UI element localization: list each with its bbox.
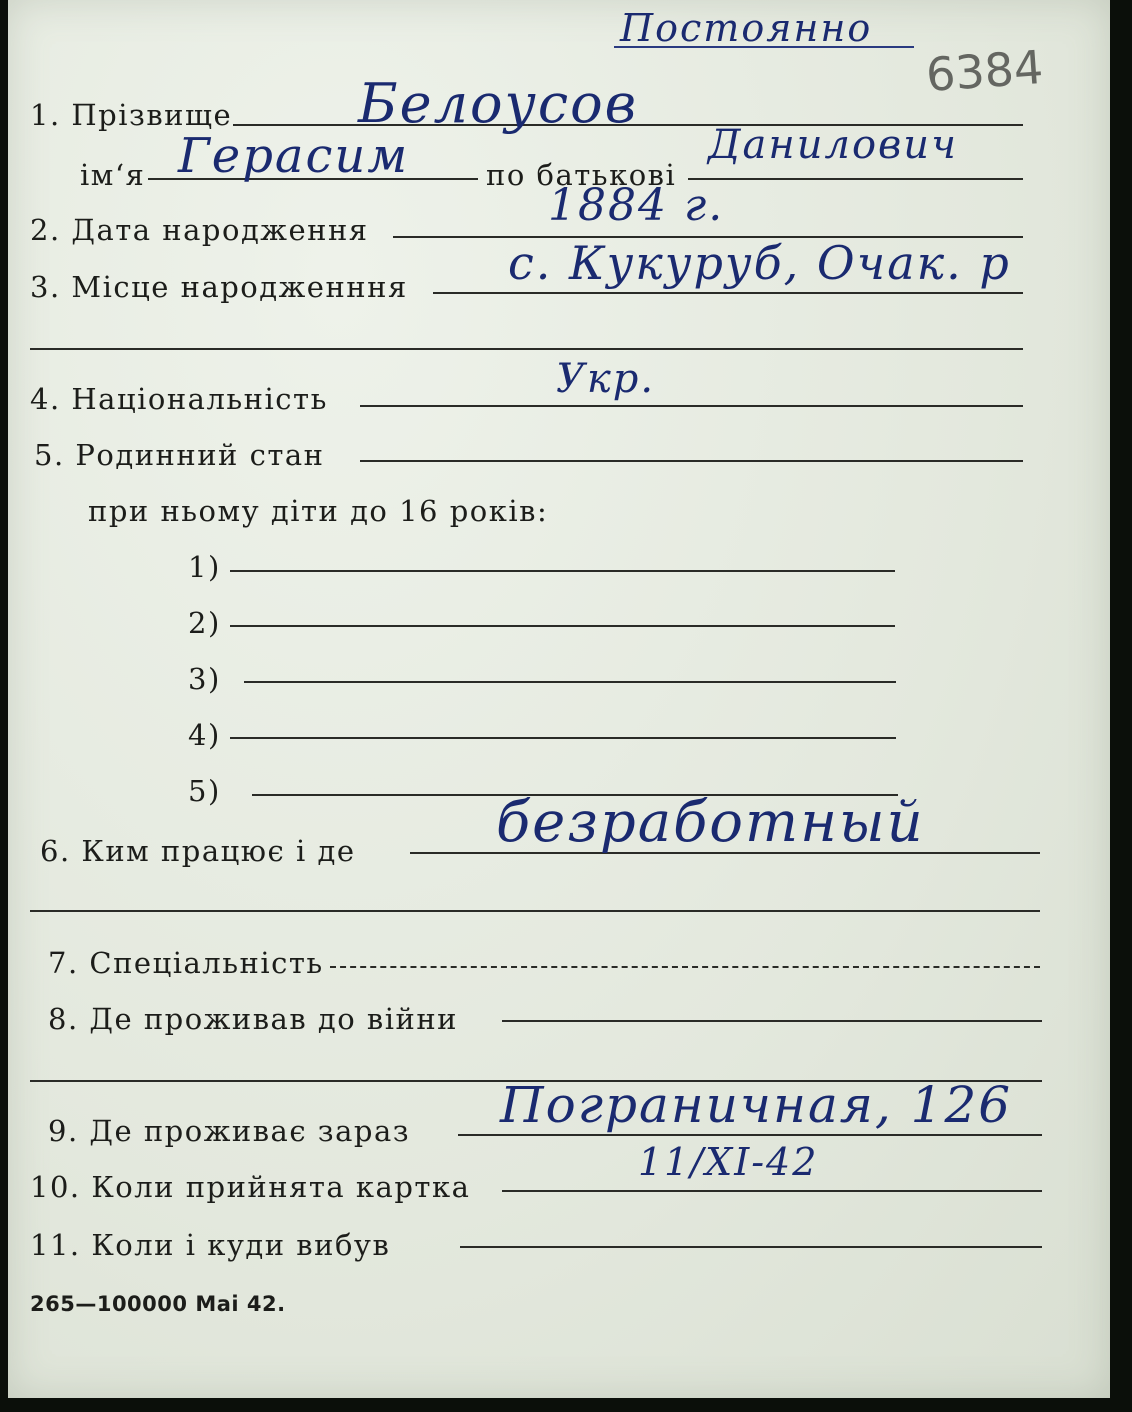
patronymic-value: Данилович [708, 122, 958, 168]
nationality-line [360, 405, 1023, 407]
card-date-line [502, 1190, 1042, 1192]
child-4-line [230, 737, 896, 739]
specialty-label: 7. Спеціальність [48, 946, 324, 980]
work-line-2 [30, 910, 1040, 912]
nationality-label: 4. Національність [30, 382, 328, 416]
status-note-underline [614, 46, 914, 48]
birth-place-value: с. Кукуруб, Очак. р [508, 236, 1011, 290]
birth-date-label: 2. Дата народження [30, 213, 369, 247]
first-name-value: Герасим [178, 128, 410, 184]
child-1-label: 1) [188, 550, 221, 584]
marital-label: 5. Родинний стан [34, 438, 325, 472]
work-label: 6. Ким працює і де [40, 834, 356, 868]
current-value: Пограничная, 126 [500, 1076, 1013, 1134]
first-name-label: ім‘я [80, 158, 146, 192]
print-code: 265—100000 Mai 42. [30, 1292, 286, 1316]
prewar-label: 8. Де проживав до війни [48, 1002, 458, 1036]
surname-label: 1. Прізвище [30, 98, 233, 132]
departure-label: 11. Коли і куди вибув [30, 1228, 391, 1262]
patronymic-label: по батькові [486, 158, 677, 192]
child-2-label: 2) [188, 606, 221, 640]
work-value: безработный [496, 790, 925, 855]
card-date-label: 10. Коли прийнята картка [30, 1170, 471, 1204]
birth-place-line-2 [30, 348, 1023, 350]
departure-line [460, 1246, 1042, 1248]
surname-value: Белоусов [358, 72, 639, 135]
birth-date-value: 1884 г. [548, 180, 725, 231]
child-5-label: 5) [188, 774, 221, 808]
child-3-label: 3) [188, 662, 221, 696]
child-4-label: 4) [188, 718, 221, 752]
archive-number: 6384 [924, 39, 1045, 103]
patronymic-line [688, 178, 1023, 180]
birth-place-label: 3. Місце народженння [30, 270, 408, 304]
current-label: 9. Де проживає зараз [48, 1114, 411, 1148]
specialty-line [330, 966, 1040, 968]
marital-line [360, 460, 1023, 462]
status-note: Постоянно [620, 6, 873, 50]
prewar-line [502, 1020, 1042, 1022]
child-2-line [230, 625, 895, 627]
children-label: при ньому діти до 16 років: [88, 494, 549, 528]
child-1-line [230, 570, 895, 572]
birth-place-line [433, 292, 1023, 294]
registration-card [8, 0, 1110, 1398]
nationality-value: Укр. [556, 356, 656, 402]
card-date-value: 11/XI-42 [638, 1140, 819, 1184]
child-3-line [244, 681, 896, 683]
current-line [458, 1134, 1042, 1136]
